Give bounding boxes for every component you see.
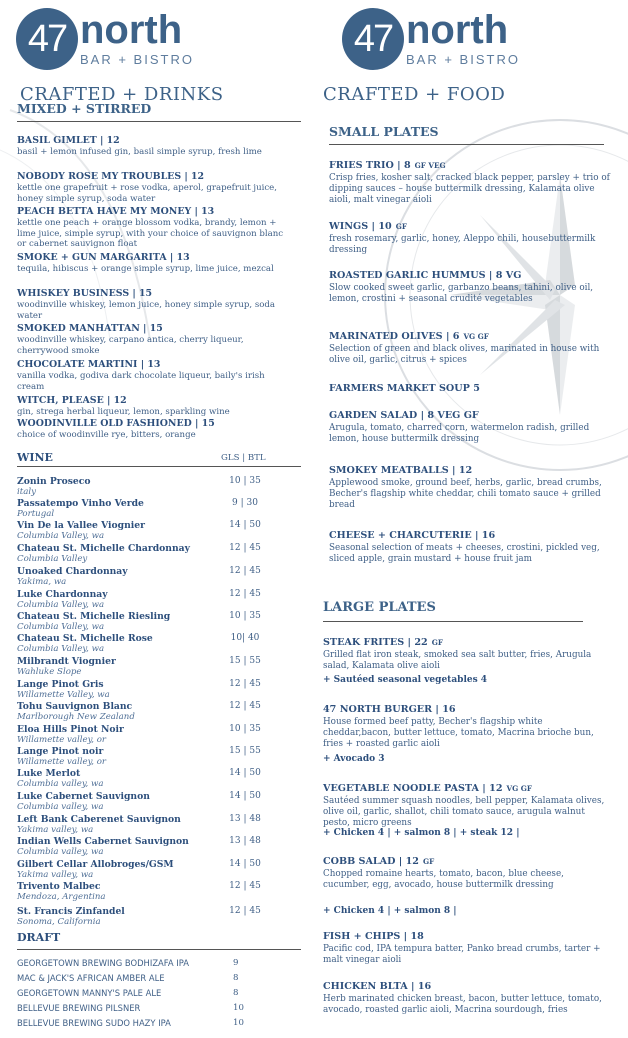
wine-price: 14 | 50 — [229, 791, 261, 801]
cocktail-description: woodinville whiskey, lemon juice, honey simple syrup, soda water — [17, 300, 276, 321]
wine-price: 10 | 35 — [229, 476, 261, 486]
cocktail-name: WITCH, PLEASE | 12 — [17, 395, 127, 406]
large-plate-name — [323, 637, 443, 648]
wine-name: Chateau St. Michelle Rose — [17, 633, 153, 644]
cocktail-description: kettle one grapefruit + rose vodka, aperol, grapefruit juice, honey simple syrup, soda water — [17, 183, 277, 204]
wine-region: Columbia Valley, wa — [17, 622, 105, 632]
dietary-tag: VG GF — [463, 332, 489, 341]
small-plates-heading: SMALL PLATES — [329, 124, 439, 139]
drinks-title: CRAFTED + DRINKS — [20, 84, 224, 105]
cocktail-name: SMOKED MANHATTAN | 15 — [17, 323, 163, 334]
cocktail-description: basil + lemon infused gin, basil simple syrup, fresh lime — [17, 147, 262, 157]
wine-region: Columbia valley, wa — [17, 779, 104, 789]
large-plate-name — [323, 931, 424, 942]
wine-price: 12 | 45 — [229, 701, 261, 711]
wine-region: Willamette valley, or — [17, 757, 107, 767]
food-title: CRAFTED + FOOD — [323, 84, 506, 105]
draft-price: 8 — [233, 988, 239, 998]
draft-price: 9 — [233, 958, 239, 968]
logo — [16, 8, 194, 70]
small-plate-title: GARDEN SALAD | 8 VEG GF — [329, 410, 479, 421]
wine-region: Portugal — [17, 509, 55, 519]
dietary-tag: GF — [431, 638, 443, 647]
small-plate-title: CHEESE + CHARCUTERIE | 16 — [329, 530, 496, 541]
wine-name: Zonin Proseco — [17, 476, 91, 487]
wine-price: 9 | 30 — [232, 498, 258, 508]
large-plates-heading: LARGE PLATES — [323, 600, 436, 615]
wine-region: Columbia Valley, wa — [17, 600, 105, 610]
wine-region: Mendoza, Argentina — [17, 892, 106, 902]
large-plate-title: COBB SALAD | 12 — [323, 856, 419, 867]
small-plate-name — [329, 221, 407, 232]
wine-name: Left Bank Caberenet Sauvignon — [17, 814, 181, 825]
wine-name: Luke Chardonnay — [17, 589, 108, 600]
large-plate-title: CHICKEN BLTA | 16 — [323, 981, 432, 992]
cocktail-name: PEACH BETTA HAVE MY MONEY | 13 — [17, 206, 215, 217]
cocktail-description: tequila, hibiscus + orange simple syrup, lime juice, mezcal — [17, 264, 274, 274]
wine-name: Chateau St. Michelle Riesling — [17, 611, 171, 622]
wine-region: Willamette Valley, wa — [17, 690, 110, 700]
wine-price: 10| 40 — [230, 633, 260, 643]
add-on: + Chicken 4 | + salmon 8 | — [323, 906, 457, 916]
dietary-tag: GF — [422, 857, 435, 866]
wine-price: 12 | 45 — [229, 543, 261, 553]
divider — [323, 621, 583, 622]
wine-region: Yakima, wa — [17, 577, 67, 587]
small-plate-title: SMOKEY MEATBALLS | 12 — [329, 465, 473, 476]
wine-name: St. Francis Zinfandel — [17, 906, 125, 917]
small-plate-title: FRIES TRIO | 8 — [329, 160, 411, 171]
wine-name: Eloa Hills Pinot Noir — [17, 724, 124, 735]
cocktail-description: kettle one peach + orange blossom vodka, brandy, lemon + lime juice, simple syrup, with your choice of sauvignon blanc or cabernet sauvignon float — [17, 218, 284, 250]
large-plate-title: 47 NORTH BURGER | 16 — [323, 704, 456, 715]
small-plate-name — [329, 410, 479, 421]
logo-tagline: BAR + BISTRO — [406, 52, 520, 67]
wine-heading: WINE — [17, 451, 53, 464]
wine-region: Columbia valley, wa — [17, 847, 104, 857]
small-plate-name — [329, 530, 495, 541]
wine-price: 12 | 45 — [229, 679, 261, 689]
small-plate-name — [329, 270, 521, 281]
divider — [17, 949, 301, 950]
wine-region: Columbia valley, wa — [17, 802, 104, 812]
cocktail-name: NOBODY ROSE MY TROUBLES | 12 — [17, 171, 205, 182]
draft-price: 8 — [233, 973, 239, 983]
wine-region: italy — [17, 487, 36, 497]
cocktail-name: SMOKE + GUN MARGARITA | 13 — [17, 252, 190, 263]
logo — [342, 8, 520, 70]
cocktail-description: choice of woodinville rye, bitters, orange — [17, 430, 196, 440]
dietary-tag: GF — [395, 222, 407, 231]
cocktail-name: WHISKEY BUSINESS | 15 — [17, 288, 153, 299]
cocktail-description: woodinville whiskey, carpano antica, cherry liqueur, cherrywood smoke — [17, 335, 244, 356]
add-on: + Sautéed seasonal vegetables 4 — [323, 675, 488, 685]
draft-name: BELLEVUE BREWING SUDO HAZY IPA — [17, 1018, 171, 1028]
wine-price: 10 | 35 — [229, 611, 261, 621]
large-plate-name — [323, 783, 532, 794]
wine-name: Gilbert Cellar Allobroges/GSM — [17, 859, 174, 870]
wine-region: Columbia Valley — [17, 554, 88, 564]
draft-price: 10 — [233, 1003, 244, 1013]
wine-name: Lange Pinot noir — [17, 746, 104, 757]
small-plate-description: Selection of green and black olives, marinated in house with olive oil, garlic, citrus + spices — [329, 344, 600, 365]
small-plate-description: Applewood smoke, ground beef, herbs, garlic, bread crumbs, Becher's flagship white cheddar, chili tomato sauce + grilled bread — [329, 478, 602, 510]
draft-name: MAC & JACK'S AFRICAN AMBER ALE — [17, 973, 165, 983]
logo-tagline: BAR + BISTRO — [80, 52, 194, 67]
large-plate-title: STEAK FRITES | 22 — [323, 637, 428, 648]
wine-price: 14 | 50 — [229, 768, 261, 778]
wine-name: Trivento Malbec — [17, 881, 101, 892]
large-plate-description: Grilled flat iron steak, smoked sea salt butter, fries, Arugula salad, Kalamata olive aioli — [323, 650, 592, 671]
logo-number: 47 — [16, 8, 78, 70]
wine-price: 15 | 55 — [229, 746, 261, 756]
wine-price: 12 | 45 — [229, 566, 261, 576]
wine-price: 13 | 48 — [229, 836, 261, 846]
cocktail-name: BASIL GIMLET | 12 — [17, 135, 120, 146]
large-plate-name — [323, 981, 431, 992]
small-plate-description: Arugula, tomato, charred corn, watermelon radish, grilled lemon, house buttermilk dressing — [329, 423, 590, 444]
small-plate-description: fresh rosemary, garlic, honey, Aleppo chili, housebuttermilk dressing — [329, 234, 596, 255]
wine-price: 12 | 45 — [229, 906, 261, 916]
cocktail-name: WOODINVILLE OLD FASHIONED | 15 — [17, 418, 215, 429]
wine-name: Unoaked Chardonnay — [17, 566, 128, 577]
small-plate-title: WINGS | 10 — [329, 221, 392, 232]
large-plate-description: Herb marinated chicken breast, bacon, butter lettuce, tomato, avocado, roasted garlic aioli, Macrina sourdough, fries — [323, 994, 602, 1015]
wine-region: Columbia Valley, wa — [17, 644, 105, 654]
divider — [329, 144, 604, 145]
small-plate-title: MARINATED OLIVES | 6 — [329, 331, 460, 342]
draft-heading: DRAFT — [17, 931, 61, 944]
wine-name: Milbrandt Viognier — [17, 656, 116, 667]
small-plate-title: ROASTED GARLIC HUMMUS | 8 VG — [329, 270, 522, 281]
logo-number: 47 — [342, 8, 404, 70]
dietary-tag: VG GF — [506, 784, 532, 793]
small-plate-description: Slow cooked sweet garlic, garbanzo beans, tahini, olive oil, lemon, crostini + seasonal crudité vegetables — [329, 283, 594, 304]
mixed-stirred-heading: MIXED + STIRRED — [17, 101, 152, 116]
large-plate-description: House formed beef patty, Becher's flagship white cheddar,bacon, butter lettuce, tomato, Macrina brioche bun, fries + roasted garlic aioli — [323, 717, 594, 749]
small-plate-name — [329, 331, 489, 342]
small-plate-description: Seasonal selection of meats + cheeses, crostini, pickled veg, sliced apple, grain mustard + house fruit jam — [329, 543, 600, 564]
large-plate-name — [323, 704, 456, 715]
small-plate-name — [329, 160, 446, 171]
wine-price: 14 | 50 — [229, 859, 261, 869]
wine-price: 13 | 48 — [229, 814, 261, 824]
small-plate-title: FARMERS MARKET SOUP 5 — [329, 383, 480, 394]
cocktail-name: CHOCOLATE MARTINI | 13 — [17, 359, 161, 370]
wine-price: 12 | 45 — [229, 589, 261, 599]
wine-region: Yakima valley, wa — [17, 825, 94, 835]
wine-name: Luke Cabernet Sauvignon — [17, 791, 150, 802]
cocktail-description: gin, strega herbal liqueur, lemon, sparkling wine — [17, 407, 230, 417]
small-plate-description: Crisp fries, kosher salt, cracked black pepper, parsley + trio of dipping sauces – house buttermilk dressing, Kalamata olive aioli, malt vinegar aioli — [329, 173, 610, 205]
small-plate-name — [329, 465, 472, 476]
small-plate-name — [329, 383, 480, 394]
wine-region: Marlborough New Zealand — [17, 712, 135, 722]
wine-name: Indian Wells Cabernet Sauvignon — [17, 836, 189, 847]
wine-region: Willamette valley, or — [17, 735, 107, 745]
wine-price: 15 | 55 — [229, 656, 261, 666]
draft-name: GEORGETOWN BREWING BODHIZAFA IPA — [17, 958, 189, 968]
divider — [17, 121, 301, 122]
wine-name: Passatempo Vinho Verde — [17, 498, 144, 509]
large-plate-name — [323, 856, 434, 867]
wine-price: 12 | 45 — [229, 881, 261, 891]
large-plate-description: Pacific cod, IPA tempura batter, Panko bread crumbs, tarter + malt vinegar aioli — [323, 944, 601, 965]
wine-columns-label: GLS | BTL — [221, 453, 266, 463]
dietary-tag: GF VEG — [414, 161, 446, 170]
draft-name: BELLEVUE BREWING PILSNER — [17, 1003, 141, 1013]
large-plate-description: Sautéed summer squash noodles, bell pepper, Kalamata olives, olive oil, garlic, shallot, chili tomato sauce, arugula walnut pesto, micro greens — [323, 796, 605, 828]
wine-name: Lange Pinot Gris — [17, 679, 104, 690]
wine-region: Yakima valley, wa — [17, 870, 94, 880]
draft-name: GEORGETOWN MANNY'S PALE ALE — [17, 988, 162, 998]
wine-region: Wahluke Slope — [17, 667, 82, 677]
add-on: + Chicken 4 | + salmon 8 | + steak 12 | — [323, 828, 520, 838]
draft-price: 10 — [233, 1018, 244, 1028]
add-on: + Avocado 3 — [323, 754, 385, 764]
wine-region: Columbia Valley, wa — [17, 531, 105, 541]
divider — [17, 466, 301, 467]
wine-name: Vin De la Vallee Viognier — [17, 520, 145, 531]
wine-price: 14 | 50 — [229, 520, 261, 530]
large-plate-title: FISH + CHIPS | 18 — [323, 931, 424, 942]
large-plate-description: Chopped romaine hearts, tomato, bacon, blue cheese, cucumber, egg, avocado, house buttermilk dressing — [323, 869, 564, 890]
logo-name: north — [80, 8, 183, 52]
large-plate-title: VEGETABLE NOODLE PASTA | 12 — [323, 783, 503, 794]
cocktail-description: vanilla vodka, godiva dark chocolate liqueur, baily's irish cream — [17, 371, 265, 392]
wine-name: Chateau St. Michelle Chardonnay — [17, 543, 190, 554]
wine-name: Tohu Sauvignon Blanc — [17, 701, 133, 712]
wine-region: Sonoma, California — [17, 917, 101, 927]
wine-name: Luke Merlot — [17, 768, 81, 779]
logo-name: north — [406, 8, 509, 52]
wine-price: 10 | 35 — [229, 724, 261, 734]
